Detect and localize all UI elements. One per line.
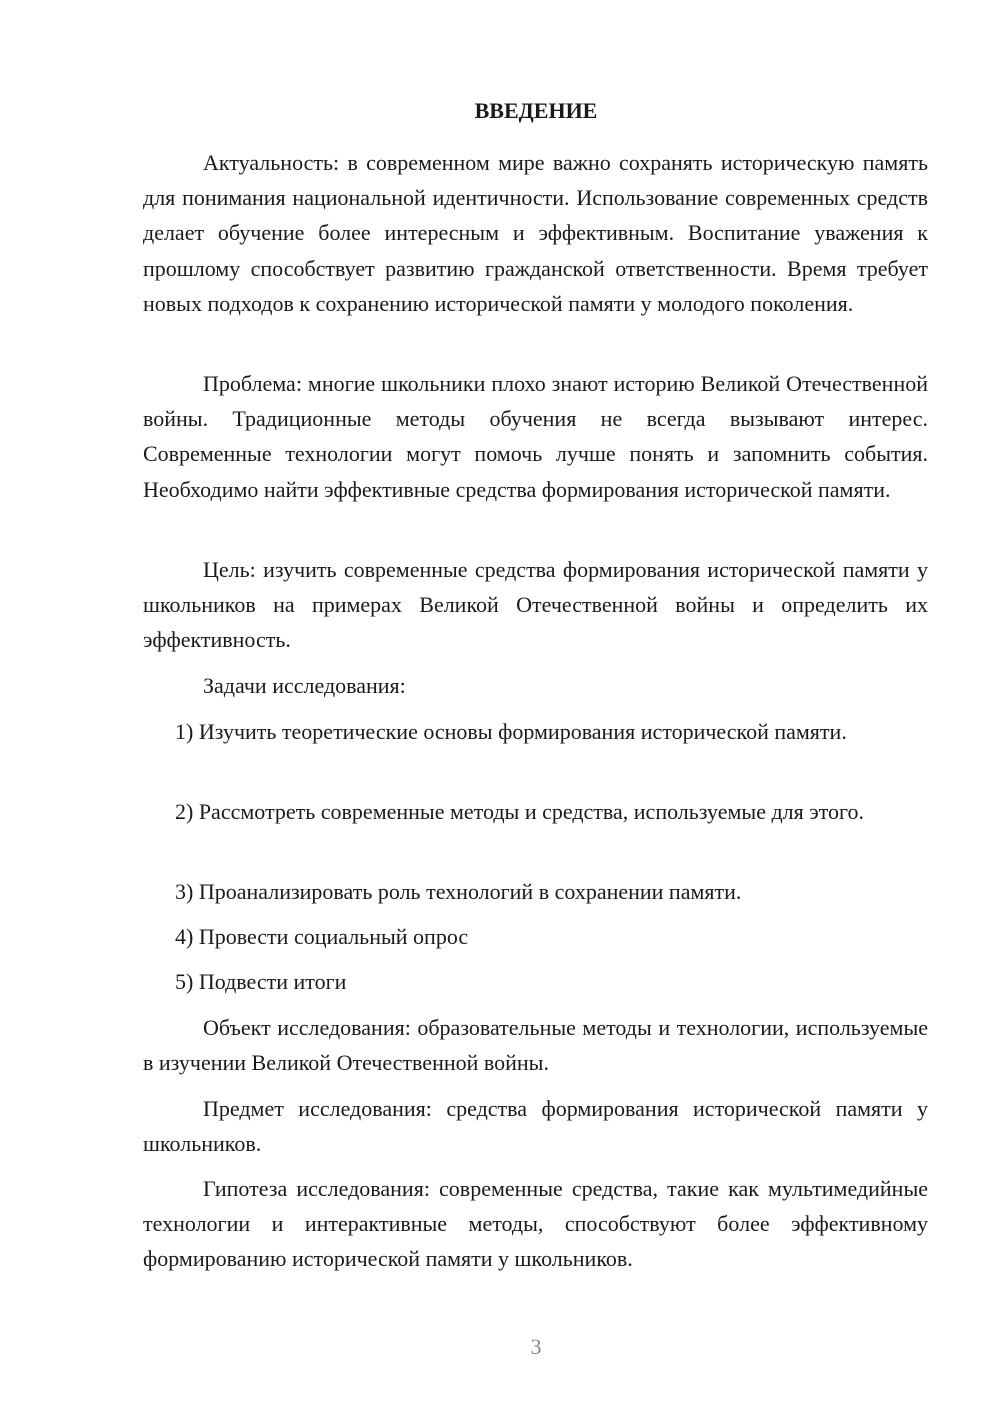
- task-item-5: 5) Подвести итоги: [175, 969, 347, 994]
- relevance-paragraph: Актуальность: в современном мире важно сохранять историческую память для понимания национальной идентичности. Использование современных средств делает обучение более интересным и эффективным. Воспитание уважения к прошлому способствует развитию гражданской ответственности. Время требует новых подходов к сохранению исторической памяти у молодого поколения.: [143, 150, 928, 316]
- page-number: 3: [530, 1334, 542, 1359]
- object-paragraph: Объект исследования: образовательные методы и технологии, используемые в изучении Великой Отечественной войны.: [143, 1015, 928, 1076]
- task-item-1: 1) Изучить теоретические основы формирования исторической памяти.: [175, 719, 847, 744]
- hypothesis-paragraph: Гипотеза исследования: современные средства, такие как мультимедийные технологии и интерактивные методы, способствуют более эффективному формированию исторической памяти у школьников.: [143, 1176, 928, 1272]
- problem-paragraph: Проблема: многие школьники плохо знают историю Великой Отечественной войны. Традиционные методы обучения не всегда вызывают интерес. Современные технологии могут помочь лучше понять и запомнить события. Необходимо найти эффективные средства формирования исторической памяти.: [143, 371, 928, 502]
- tasks-title: Задачи исследования:: [203, 673, 406, 698]
- task-item-4: 4) Провести социальный опрос: [175, 924, 469, 949]
- task-item-2: 2) Рассмотреть современные методы и средства, используемые для этого.: [175, 799, 865, 824]
- page-title: ВВЕДЕНИЕ: [474, 98, 598, 123]
- subject-paragraph: Предмет исследования: средства формирования исторической памяти у школьников.: [143, 1096, 928, 1157]
- goal-paragraph: Цель: изучить современные средства формирования исторической памяти у школьников на примерах Великой Отечественной войны и определить их эффективность.: [143, 557, 928, 653]
- task-item-3: 3) Проанализировать роль технологий в сохранении памяти.: [175, 879, 742, 904]
